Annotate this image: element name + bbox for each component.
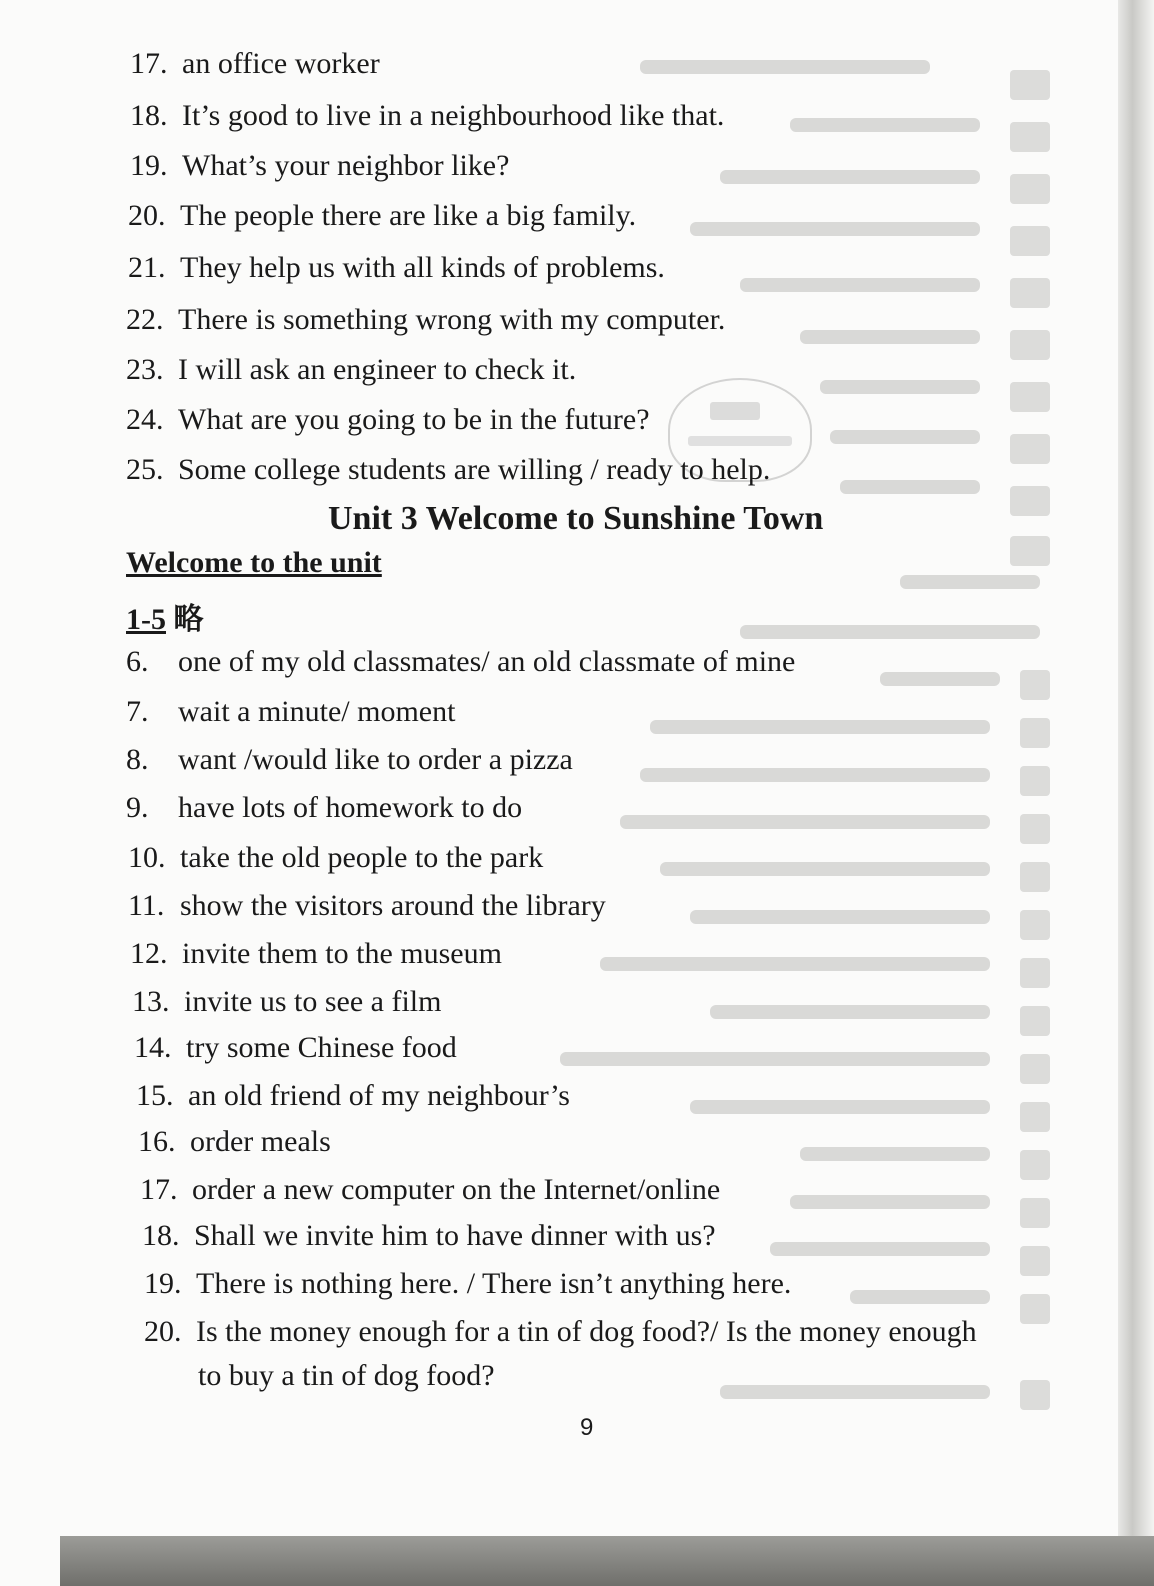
item-text: I will ask an engineer to check it. [178,353,577,386]
item-text: an office worker [182,47,380,80]
item-text: order meals [190,1125,331,1158]
item-text: They help us with all kinds of problems. [180,251,665,284]
item-number: 24. [126,403,164,436]
list-item [134,1030,457,1066]
unit-title: Unit 3 Welcome to Sunshine Town [328,500,824,537]
list-item [144,1314,977,1350]
list-item [130,98,724,134]
item-number: 17. [130,47,168,80]
item-number: 23. [126,353,164,386]
item-number: 18. [142,1219,180,1252]
item-text: Some college students are willing / ready to help. [178,453,771,486]
list-item [126,694,455,730]
list-item [144,1266,791,1302]
item-number: 6. [126,645,149,678]
range-label [126,594,204,638]
list-item [140,1172,720,1208]
item-text: There is something wrong with my computer. [178,303,726,336]
item-text: invite them to the museum [182,937,502,970]
item-number: 20. [128,199,166,232]
list-item-continuation: to buy a tin of dog food? [198,1359,495,1392]
scan-bottom-edge [60,1536,1154,1586]
item-text: take the old people to the park [180,841,544,874]
item-number: 15. [136,1079,174,1112]
item-text: have lots of homework to do [178,791,523,824]
item-text: try some Chinese food [186,1031,457,1064]
item-number: 17. [140,1173,178,1206]
list-item [130,46,380,82]
item-number: 25. [126,453,164,486]
item-number: 7. [126,695,149,728]
list-item [136,1078,570,1114]
item-text: an old friend of my neighbour’s [188,1079,570,1112]
list-item [128,888,606,924]
list-item [130,148,509,184]
page-binding-edge [1118,0,1154,1586]
page-number: 9 [580,1414,594,1441]
list-item [130,936,502,972]
item-text: show the visitors around the library [180,889,606,922]
item-number: 20. [144,1315,182,1348]
list-item [126,452,770,488]
item-number: 12. [130,937,168,970]
item-number: 9. [126,791,149,824]
item-text: order a new computer on the Internet/online [192,1173,721,1206]
list-item [128,840,543,876]
list-item [128,198,636,234]
item-number: 22. [126,303,164,336]
item-number: 16. [138,1125,176,1158]
item-number: 21. [128,251,166,284]
range-note: 略 [173,603,204,636]
list-item [126,352,576,388]
item-number: 18. [130,99,168,132]
item-text: want /would like to order a pizza [178,743,573,776]
item-number: 11. [128,889,165,922]
item-text: It’s good to live in a neighbourhood like that. [182,99,725,132]
range-number: 1-5 [126,603,166,636]
section-heading: Welcome to the unit [126,546,382,579]
item-text: invite us to see a film [184,985,442,1018]
item-text: There is nothing here. / There isn’t anything here. [196,1267,792,1300]
item-number: 8. [126,743,149,776]
item-number: 14. [134,1031,172,1064]
list-item [126,790,522,826]
list-item [142,1218,716,1254]
item-number: 19. [130,149,168,182]
list-item [126,742,573,778]
item-text: What’s your neighbor like? [182,149,510,182]
list-item [132,984,441,1020]
item-text: The people there are like a big family. [180,199,637,232]
list-item [126,402,650,438]
list-item [126,644,795,680]
item-number: 13. [132,985,170,1018]
list-item [138,1124,331,1160]
item-text: What are you going to be in the future? [178,403,650,436]
item-text: one of my old classmates/ an old classmate of mine [178,645,796,678]
item-number: 19. [144,1267,182,1300]
item-text: wait a minute/ moment [178,695,456,728]
item-text: Shall we invite him to have dinner with us? [194,1219,716,1252]
item-text: Is the money enough for a tin of dog food?/ Is the money enough [196,1315,977,1348]
list-item [126,302,725,338]
item-number: 10. [128,841,166,874]
list-item [128,250,665,286]
